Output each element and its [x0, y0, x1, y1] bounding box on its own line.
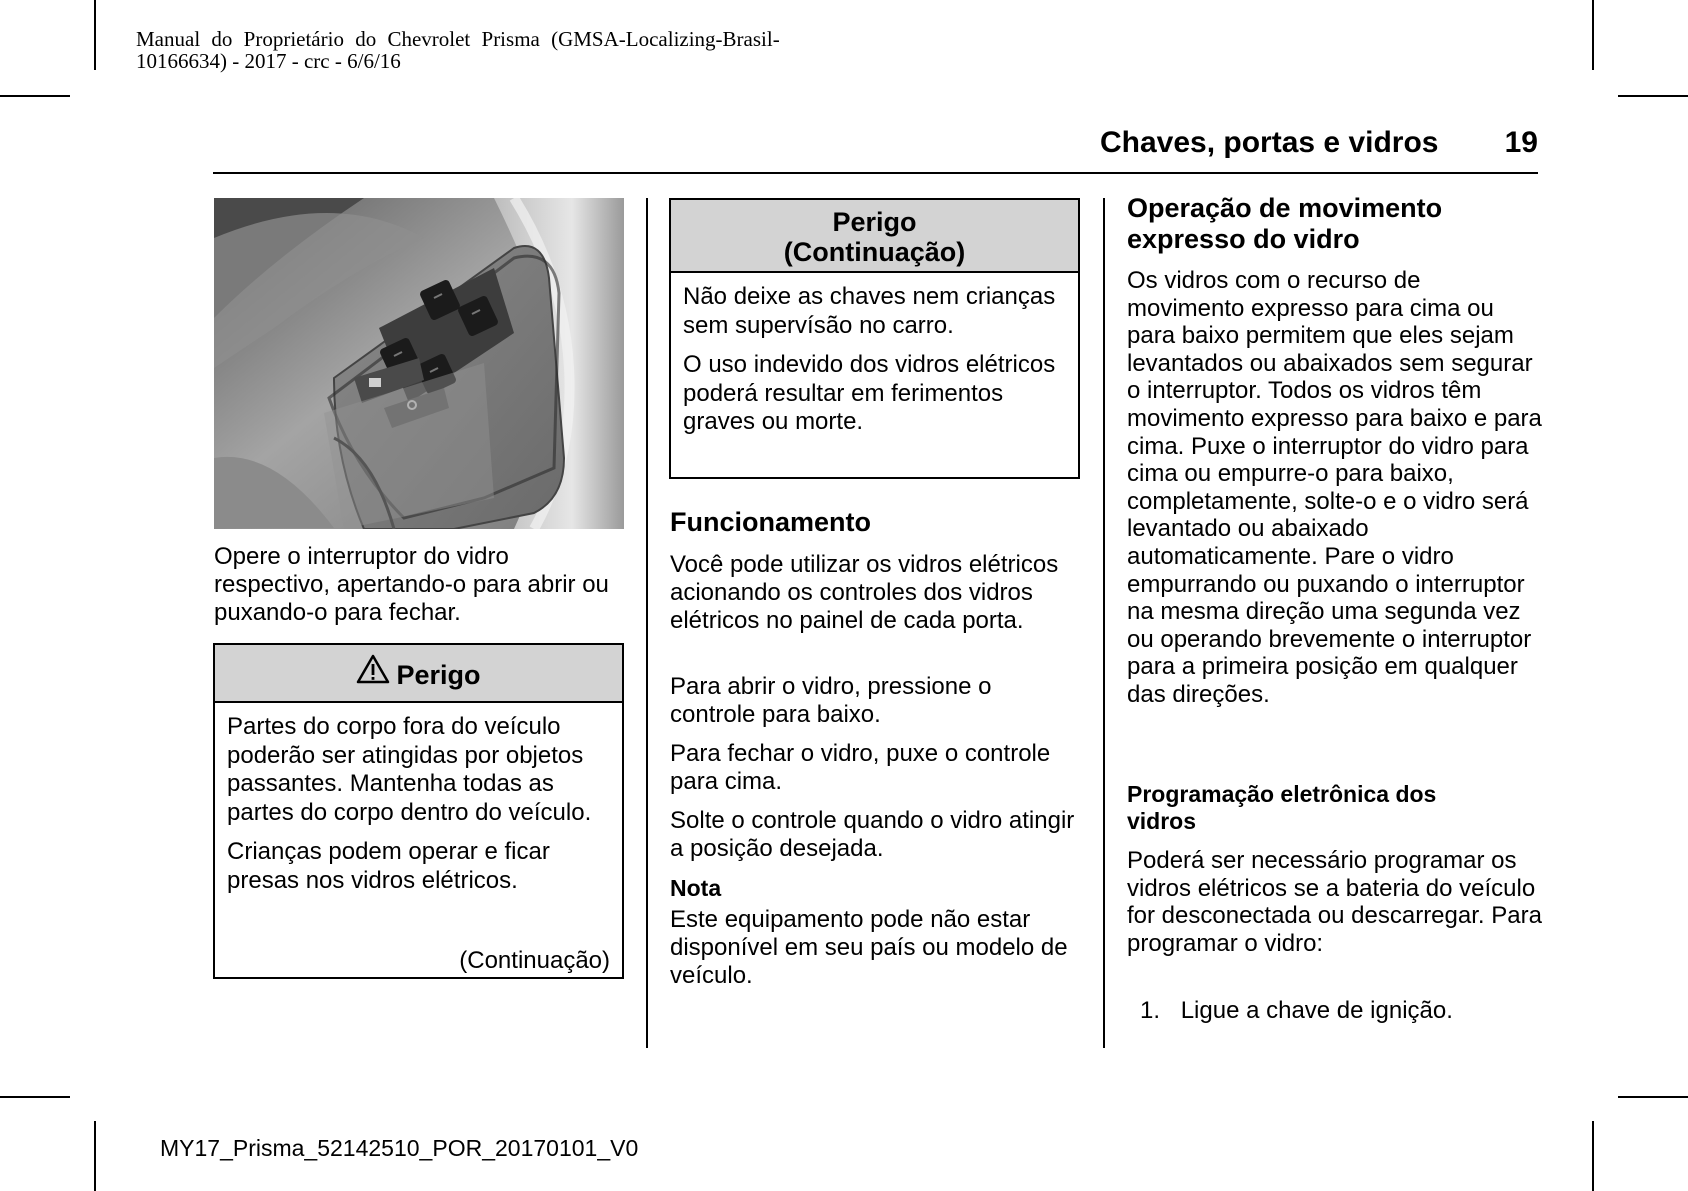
crop-mark	[94, 1121, 96, 1191]
warning-triangle-icon	[356, 647, 390, 703]
note-text: Este equipamento pode não estar disponível em seu país ou modelo de veículo.	[670, 906, 1068, 989]
body-paragraph: Você pode utilizar os vidros elétricos acionando os controles dos vidros elétricos no painel de cada porta.	[670, 551, 1059, 634]
page-header	[1100, 126, 1538, 162]
print-header-line-2: 10166634) - 2017 - crc - 6/6/16	[136, 49, 401, 73]
crop-mark	[1618, 95, 1688, 97]
step-item	[1140, 997, 1453, 1025]
danger-continued-title: Perigo	[832, 207, 917, 237]
crop-mark	[1618, 1096, 1688, 1098]
header-rule	[213, 172, 1538, 174]
danger-continued-body	[671, 273, 1078, 437]
danger-box-header	[215, 645, 622, 703]
print-header-line-1: Manual do Proprietário do Chevrolet Prisma (GMSA-Localizing-Brasil-	[136, 27, 780, 51]
column-divider	[646, 198, 648, 1048]
danger-paragraph: O uso indevido dos vidros elétricos poderá resultar em ferimentos graves ou morte.	[683, 351, 1056, 435]
body-paragraph: Os vidros com o recurso de movimento expresso para cima ou para baixo permitem que eles sejam levantados ou abaixados sem segurar o interruptor. Todos os vidros têm movimento expresso para baixo e para cima. Puxe o interruptor do vidro para cima ou empurre-o para baixo, completamente, solte-o e o vidro será levantado ou abaixado automaticamente. Pare o vidro empurrando ou puxando o interruptor na mesma direção uma segunda vez ou operando brevemente o interruptor para a primeira posição em qualquer das direções.	[1127, 267, 1542, 708]
danger-continued-box	[669, 198, 1080, 479]
crop-mark	[94, 0, 96, 70]
crop-mark	[0, 95, 70, 97]
body-paragraph: Para fechar o vidro, puxe o controle para cima.	[670, 740, 1051, 795]
danger-title: Perigo	[396, 659, 481, 690]
note-label: Nota	[670, 875, 722, 901]
crop-mark	[0, 1096, 70, 1098]
continued-label: (Continuação)	[459, 947, 610, 974]
section-heading: Operação de movimento expresso do vidro	[1127, 193, 1443, 254]
body-paragraph: Solte o controle quando o vidro atingir a posição desejada.	[670, 807, 1075, 862]
body-paragraph: Para abrir o vidro, pressione o controle para baixo.	[670, 673, 992, 728]
body-paragraph: Poderá ser necessário programar os vidros elétricos se a bateria do veículo for desconectada ou descarregar. Para programar o vidro:	[1127, 847, 1542, 957]
section-title: Chaves, portas e vidros	[1100, 126, 1439, 159]
danger-body	[215, 703, 622, 895]
subheading: Programação eletrônica dos vidros	[1127, 781, 1437, 834]
door-window-switch-photo	[214, 198, 624, 529]
column-divider	[1103, 198, 1105, 1048]
danger-continued-subtitle: (Continuação)	[783, 237, 966, 267]
danger-continued-header	[671, 200, 1078, 273]
step-text: Ligue a chave de ignição.	[1180, 997, 1453, 1024]
photo-caption: Opere o interruptor do vidro respectivo, apertando-o para abrir ou puxando-o para fechar.	[214, 543, 609, 626]
crop-mark	[1592, 1121, 1594, 1191]
danger-paragraph: Crianças podem operar e ficar presas nos vidros elétricos.	[227, 838, 550, 894]
crop-mark	[1592, 0, 1594, 70]
section-heading: Funcionamento	[670, 507, 871, 537]
danger-paragraph: Não deixe as chaves nem crianças sem supervísão no carro.	[683, 283, 1056, 339]
danger-box	[213, 643, 624, 979]
step-number: 1.	[1140, 997, 1161, 1024]
footer-code: MY17_Prisma_52142510_POR_20170101_V0	[160, 1135, 639, 1161]
page-number: 19	[1504, 126, 1538, 159]
danger-paragraph: Partes do corpo fora do veículo poderão ser atingidas por objetos passantes. Mantenha todas as partes do corpo dentro do veículo.	[227, 713, 592, 826]
